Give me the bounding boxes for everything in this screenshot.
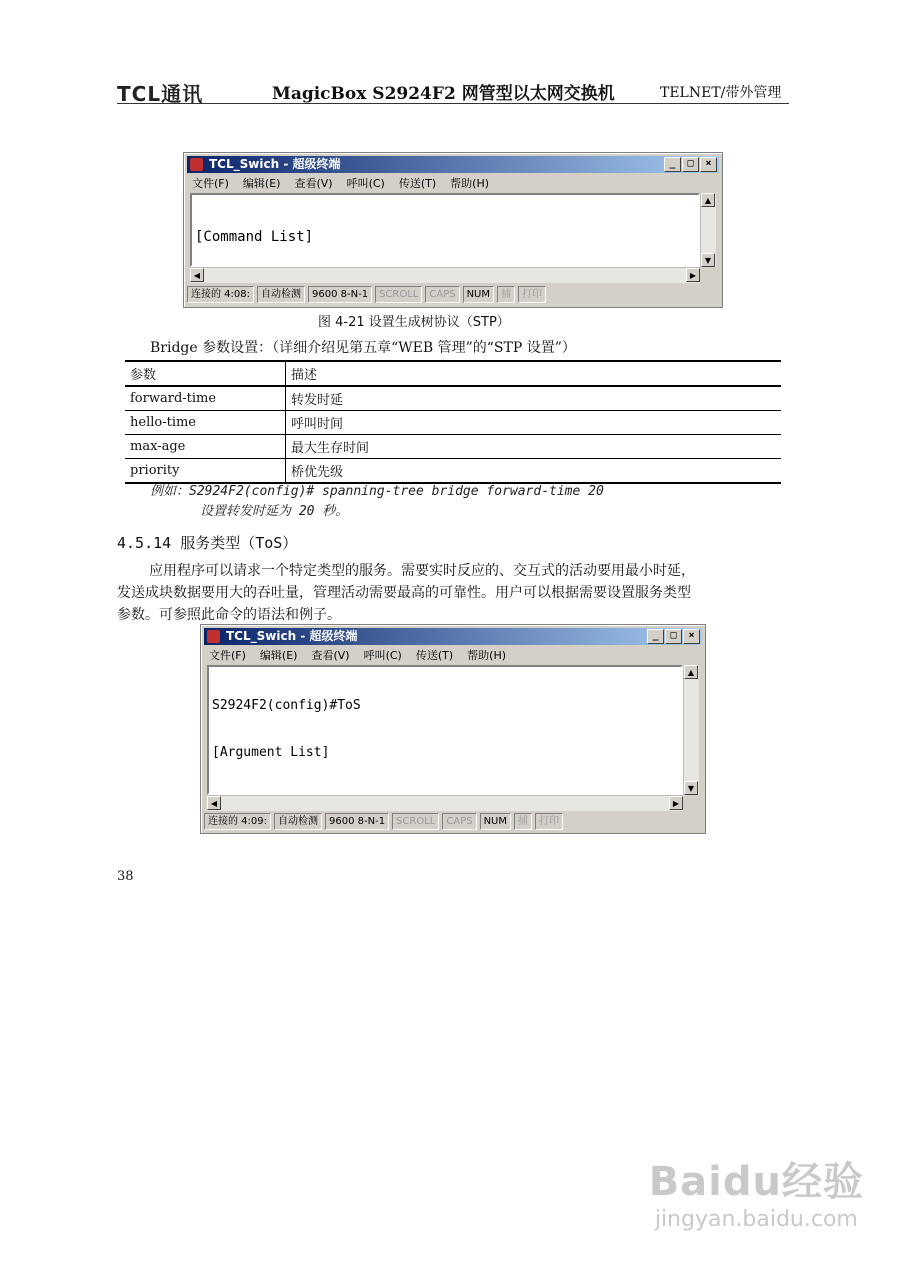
- status-capture: 捕: [514, 813, 532, 830]
- param-desc: 转发时延: [286, 386, 782, 411]
- param-name: hello-time: [125, 411, 286, 435]
- header-logo: TCL通讯: [117, 82, 204, 106]
- param-desc: 桥优先级: [286, 459, 782, 484]
- status-scroll: SCROLL: [375, 286, 422, 303]
- scroll-up-icon[interactable]: ▲: [701, 193, 715, 207]
- terminal-window-stp: [183, 152, 723, 308]
- watermark-url: jingyan.baidu.com: [654, 1207, 858, 1232]
- close-button[interactable]: ×: [683, 629, 700, 644]
- maximize-button[interactable]: □: [682, 157, 699, 172]
- scroll-down-icon[interactable]: ▼: [701, 253, 715, 267]
- menu-edit[interactable]: 编辑(E): [259, 649, 298, 662]
- example-explanation: 设置转发时延为 20 秒。: [200, 504, 349, 519]
- tos-paragraph: [117, 560, 792, 626]
- window-title: TCL_Swich - 超级终端: [226, 629, 358, 643]
- param-name: forward-time: [125, 386, 286, 411]
- paragraph-line: 应用程序可以请求一个特定类型的服务。需要实时反应的、交互式的活动要用最小时延，: [149, 563, 695, 579]
- status-connected-time: 连接的 4:08:: [187, 286, 254, 303]
- bridge-params-intro: Bridge 参数设置：（详细介绍见第五章“WEB 管理”的“STP 设置”）: [150, 340, 576, 356]
- header-title: MagicBox S2924F2 网管型以太网交换机: [272, 84, 615, 104]
- scroll-down-icon[interactable]: ▼: [684, 781, 698, 795]
- table-header-row: [125, 361, 781, 386]
- menu-bar: [209, 647, 506, 663]
- example-command: 例如：S2924F2(config)# spanning-tree bridge forward-time 20: [150, 484, 604, 499]
- menu-call[interactable]: 呼叫(C): [346, 177, 385, 190]
- table-header-desc: 描述: [286, 361, 782, 386]
- minimize-button[interactable]: _: [647, 629, 664, 644]
- status-print: 打印: [535, 813, 563, 830]
- menu-transfer[interactable]: 传送(T): [398, 177, 437, 190]
- terminal-line: S2924F2(config)#ToS: [212, 698, 361, 714]
- menu-edit[interactable]: 编辑(E): [242, 177, 281, 190]
- menu-file[interactable]: 文件(F): [209, 649, 246, 662]
- menu-file[interactable]: 文件(F): [192, 177, 229, 190]
- param-name: max-age: [125, 435, 286, 459]
- param-desc: 呼叫时间: [286, 411, 782, 435]
- status-autodetect: 自动检测: [257, 286, 305, 303]
- terminal-window-tos: [200, 624, 706, 834]
- horizontal-scrollbar[interactable]: [207, 795, 683, 811]
- terminal-output[interactable]: [207, 665, 683, 795]
- terminal-app-icon: [207, 630, 220, 643]
- status-baud: 9600 8-N-1: [325, 813, 389, 830]
- menu-view[interactable]: 查看(V): [294, 177, 333, 190]
- figure-caption: 图 4-21 设置生成树协议（STP）: [318, 315, 510, 330]
- menu-help[interactable]: 帮助(H): [450, 177, 490, 190]
- menu-view[interactable]: 查看(V): [311, 649, 350, 662]
- paragraph-line: 发送成块数据要用大的吞吐量，管理活动需要最高的可靠性。用户可以根据需要设置服务类型: [117, 585, 691, 601]
- header-section: TELNET/带外管理: [660, 85, 782, 101]
- window-title: TCL_Swich - 超级终端: [209, 157, 341, 171]
- menu-bar: [192, 175, 489, 191]
- status-bar: [204, 813, 702, 830]
- status-caps: CAPS: [442, 813, 476, 830]
- table-row: [125, 386, 781, 411]
- paragraph-line: 参数。可参照此命令的语法和例子。: [117, 607, 341, 623]
- status-connected-time: 连接的 4:09:: [204, 813, 271, 830]
- terminal-app-icon: [190, 158, 203, 171]
- status-print: 打印: [518, 286, 546, 303]
- terminal-line: [Command List]: [195, 229, 314, 245]
- status-scroll: SCROLL: [392, 813, 439, 830]
- status-caps: CAPS: [425, 286, 459, 303]
- menu-transfer[interactable]: 传送(T): [415, 649, 454, 662]
- status-num: NUM: [463, 286, 494, 303]
- window-titlebar[interactable]: [187, 156, 719, 173]
- table-row: [125, 411, 781, 435]
- baidu-watermark: [649, 1150, 864, 1232]
- vertical-scrollbar[interactable]: [700, 193, 716, 267]
- terminal-line: [Argument List]: [212, 744, 330, 760]
- table-header-param: 参数: [125, 361, 286, 386]
- param-name: priority: [125, 459, 286, 484]
- bridge-params-table: [125, 360, 781, 484]
- terminal-output[interactable]: [190, 193, 700, 267]
- status-baud: 9600 8-N-1: [308, 286, 372, 303]
- status-bar: [187, 286, 719, 303]
- status-num: NUM: [480, 813, 511, 830]
- vertical-scrollbar[interactable]: [683, 665, 699, 795]
- scroll-right-icon[interactable]: ▶: [686, 268, 700, 282]
- section-heading: 4.5.14 服务类型（ToS）: [117, 534, 298, 552]
- minimize-button[interactable]: _: [664, 157, 681, 172]
- scroll-right-icon[interactable]: ▶: [669, 796, 683, 810]
- scroll-left-icon[interactable]: ◀: [190, 268, 204, 282]
- scroll-left-icon[interactable]: ◀: [207, 796, 221, 810]
- horizontal-scrollbar[interactable]: [190, 267, 700, 283]
- maximize-button[interactable]: □: [665, 629, 682, 644]
- scroll-up-icon[interactable]: ▲: [684, 665, 698, 679]
- status-autodetect: 自动检测: [274, 813, 322, 830]
- table-row: [125, 435, 781, 459]
- status-capture: 捕: [497, 286, 515, 303]
- header-rule: [117, 103, 789, 104]
- watermark-brand: Baidu经验: [648, 1159, 864, 1205]
- menu-call[interactable]: 呼叫(C): [363, 649, 402, 662]
- page-number: 38: [117, 869, 134, 884]
- param-desc: 最大生存时间: [286, 435, 782, 459]
- close-button[interactable]: ×: [700, 157, 717, 172]
- window-titlebar[interactable]: [204, 628, 702, 645]
- menu-help[interactable]: 帮助(H): [467, 649, 507, 662]
